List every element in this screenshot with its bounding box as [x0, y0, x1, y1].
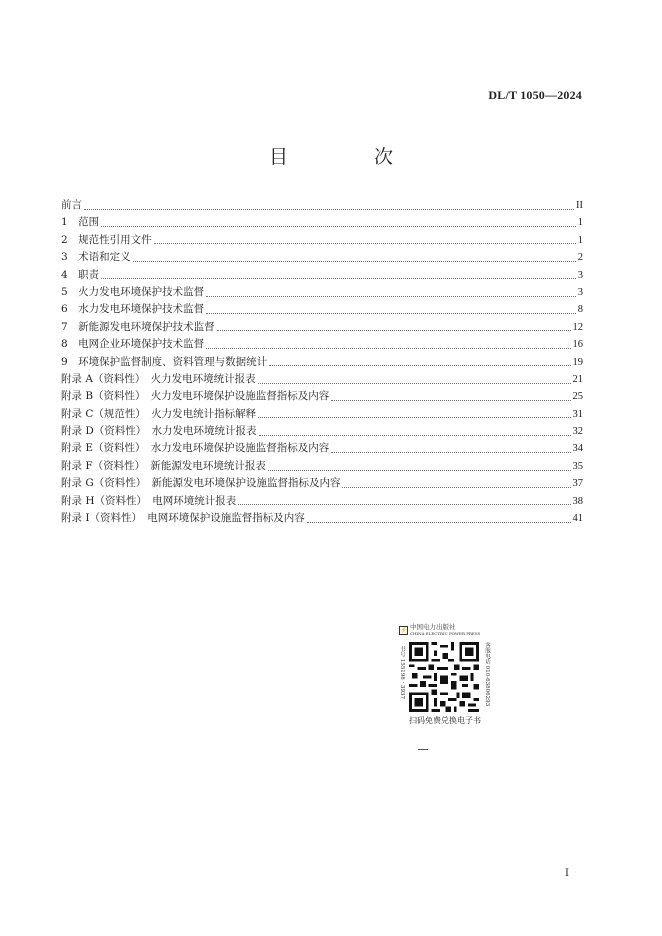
- toc-entry-page: 41: [572, 513, 583, 525]
- toc-entry-page: II: [576, 200, 583, 211]
- table-of-contents: [61, 197, 583, 527]
- toc-entry[interactable]: [61, 440, 583, 457]
- toc-entry[interactable]: [61, 267, 583, 284]
- toc-entry-page: 38: [572, 495, 583, 507]
- toc-entry-page: 12: [572, 321, 583, 333]
- page-number: I: [565, 868, 569, 879]
- publisher-logo: [399, 624, 489, 636]
- toc-entry-page: 1: [577, 217, 583, 229]
- toc-entry-page: 16: [572, 339, 583, 351]
- toc-entry-page: 25: [572, 391, 583, 403]
- publisher-logo-icon: ⚡: [400, 626, 408, 634]
- toc-entry[interactable]: [61, 406, 583, 423]
- toc-entry-label: 8 电网企业环境保护技术监督: [61, 338, 205, 351]
- toc-leader-dots: [206, 347, 570, 349]
- toc-entry[interactable]: [61, 371, 583, 388]
- divider-mark: [418, 749, 428, 750]
- toc-entry-label: 附录 E（资料性） 水力发电环境保护设施监督指标及内容: [61, 442, 330, 455]
- toc-entry-label: 3 术语和定义: [61, 251, 131, 264]
- toc-entry-label: 前言: [61, 199, 82, 211]
- toc-entry[interactable]: [61, 458, 583, 475]
- service-phone: 客服电话 010-63806293: [484, 642, 490, 707]
- toc-leader-dots: [101, 277, 576, 279]
- toc-entry[interactable]: [61, 232, 583, 249]
- toc-entry-page: 19: [572, 356, 583, 368]
- publisher-name: 中国电力出版社: [410, 623, 456, 631]
- isbn-label: 书号 155198 · 3937: [399, 646, 405, 699]
- toc-entry-label: 附录 D（资料性） 水力发电环境统计报表: [61, 425, 257, 438]
- toc-entry-page: 37: [572, 478, 583, 490]
- toc-entry[interactable]: [61, 510, 583, 527]
- toc-entry-label: 附录 C（规范性） 火力发电统计指标解释: [61, 407, 257, 420]
- toc-entry-page: 21: [572, 373, 583, 385]
- page-title: 目 次: [268, 146, 434, 168]
- toc-leader-dots: [331, 399, 570, 401]
- toc-entry-label: 附录 F（资料性） 新能源发电环境统计报表: [61, 459, 266, 472]
- toc-entry-label: 9 环境保护监督制度、资料管理与数据统计: [61, 355, 268, 368]
- toc-entry[interactable]: [61, 423, 583, 440]
- toc-leader-dots: [84, 208, 574, 210]
- toc-entry[interactable]: [61, 475, 583, 492]
- toc-entry-label: 附录 B（资料性） 火力发电环境保护设施监督指标及内容: [61, 390, 330, 403]
- toc-entry-page: 32: [572, 426, 583, 438]
- toc-leader-dots: [307, 521, 571, 523]
- toc-leader-dots: [269, 364, 570, 366]
- toc-leader-dots: [259, 434, 571, 436]
- toc-leader-dots: [133, 260, 576, 262]
- toc-leader-dots: [101, 225, 576, 227]
- toc-leader-dots: [342, 486, 570, 488]
- toc-leader-dots: [206, 295, 576, 297]
- toc-leader-dots: [238, 503, 570, 505]
- toc-entry-page: 2: [577, 252, 583, 264]
- toc-entry-page: 8: [577, 304, 583, 316]
- toc-leader-dots: [206, 312, 576, 314]
- qr-caption: 扫码免费兑换电子书: [409, 716, 481, 725]
- toc-entry[interactable]: [61, 319, 583, 336]
- toc-entry-label: 4 职责: [61, 268, 100, 281]
- toc-entry-label: 5 火力发电环境保护技术监督: [61, 285, 205, 298]
- toc-entry-label: 附录 H（资料性） 电网环境统计报表: [61, 494, 237, 507]
- toc-entry-label: 6 水力发电环境保护技术监督: [61, 303, 205, 316]
- toc-entry[interactable]: [61, 249, 583, 266]
- qr-code-icon[interactable]: [409, 642, 479, 712]
- toc-leader-dots: [217, 329, 571, 331]
- toc-entry[interactable]: [61, 493, 583, 510]
- toc-entry-label: 附录 I（资料性） 电网环境保护设施监督指标及内容: [61, 512, 305, 525]
- toc-leader-dots: [154, 242, 576, 244]
- toc-entry-page: 34: [572, 443, 583, 455]
- toc-entry[interactable]: [61, 197, 583, 214]
- toc-entry-label: 7 新能源发电环境保护技术监督: [61, 320, 215, 333]
- toc-entry-page: 1: [577, 234, 583, 246]
- document-code: DL/T 1050—2024: [488, 88, 582, 102]
- toc-entry[interactable]: [61, 301, 583, 318]
- toc-leader-dots: [268, 469, 571, 471]
- toc-leader-dots: [258, 416, 570, 418]
- toc-entry-label: 附录 G（资料性） 新能源发电环境保护设施监督指标及内容: [61, 477, 341, 490]
- toc-entry-label: 附录 A（资料性） 火力发电环境统计报表: [61, 372, 256, 385]
- toc-leader-dots: [258, 382, 571, 384]
- publisher-name-en: CHINA ELECTRIC POWER PRESS: [410, 631, 481, 636]
- qr-card: [397, 622, 493, 730]
- toc-leader-dots: [331, 451, 570, 453]
- toc-entry[interactable]: [61, 388, 583, 405]
- toc-entry[interactable]: [61, 214, 583, 231]
- toc-entry[interactable]: [61, 284, 583, 301]
- toc-entry[interactable]: [61, 336, 583, 353]
- toc-entry-page: 31: [572, 408, 583, 420]
- toc-entry[interactable]: [61, 354, 583, 371]
- toc-entry-page: 35: [572, 460, 583, 472]
- toc-entry-page: 3: [577, 269, 583, 281]
- toc-entry-label: 2 规范性引用文件: [61, 233, 152, 246]
- toc-entry-page: 3: [577, 286, 583, 298]
- toc-entry-label: 1 范围: [61, 216, 100, 229]
